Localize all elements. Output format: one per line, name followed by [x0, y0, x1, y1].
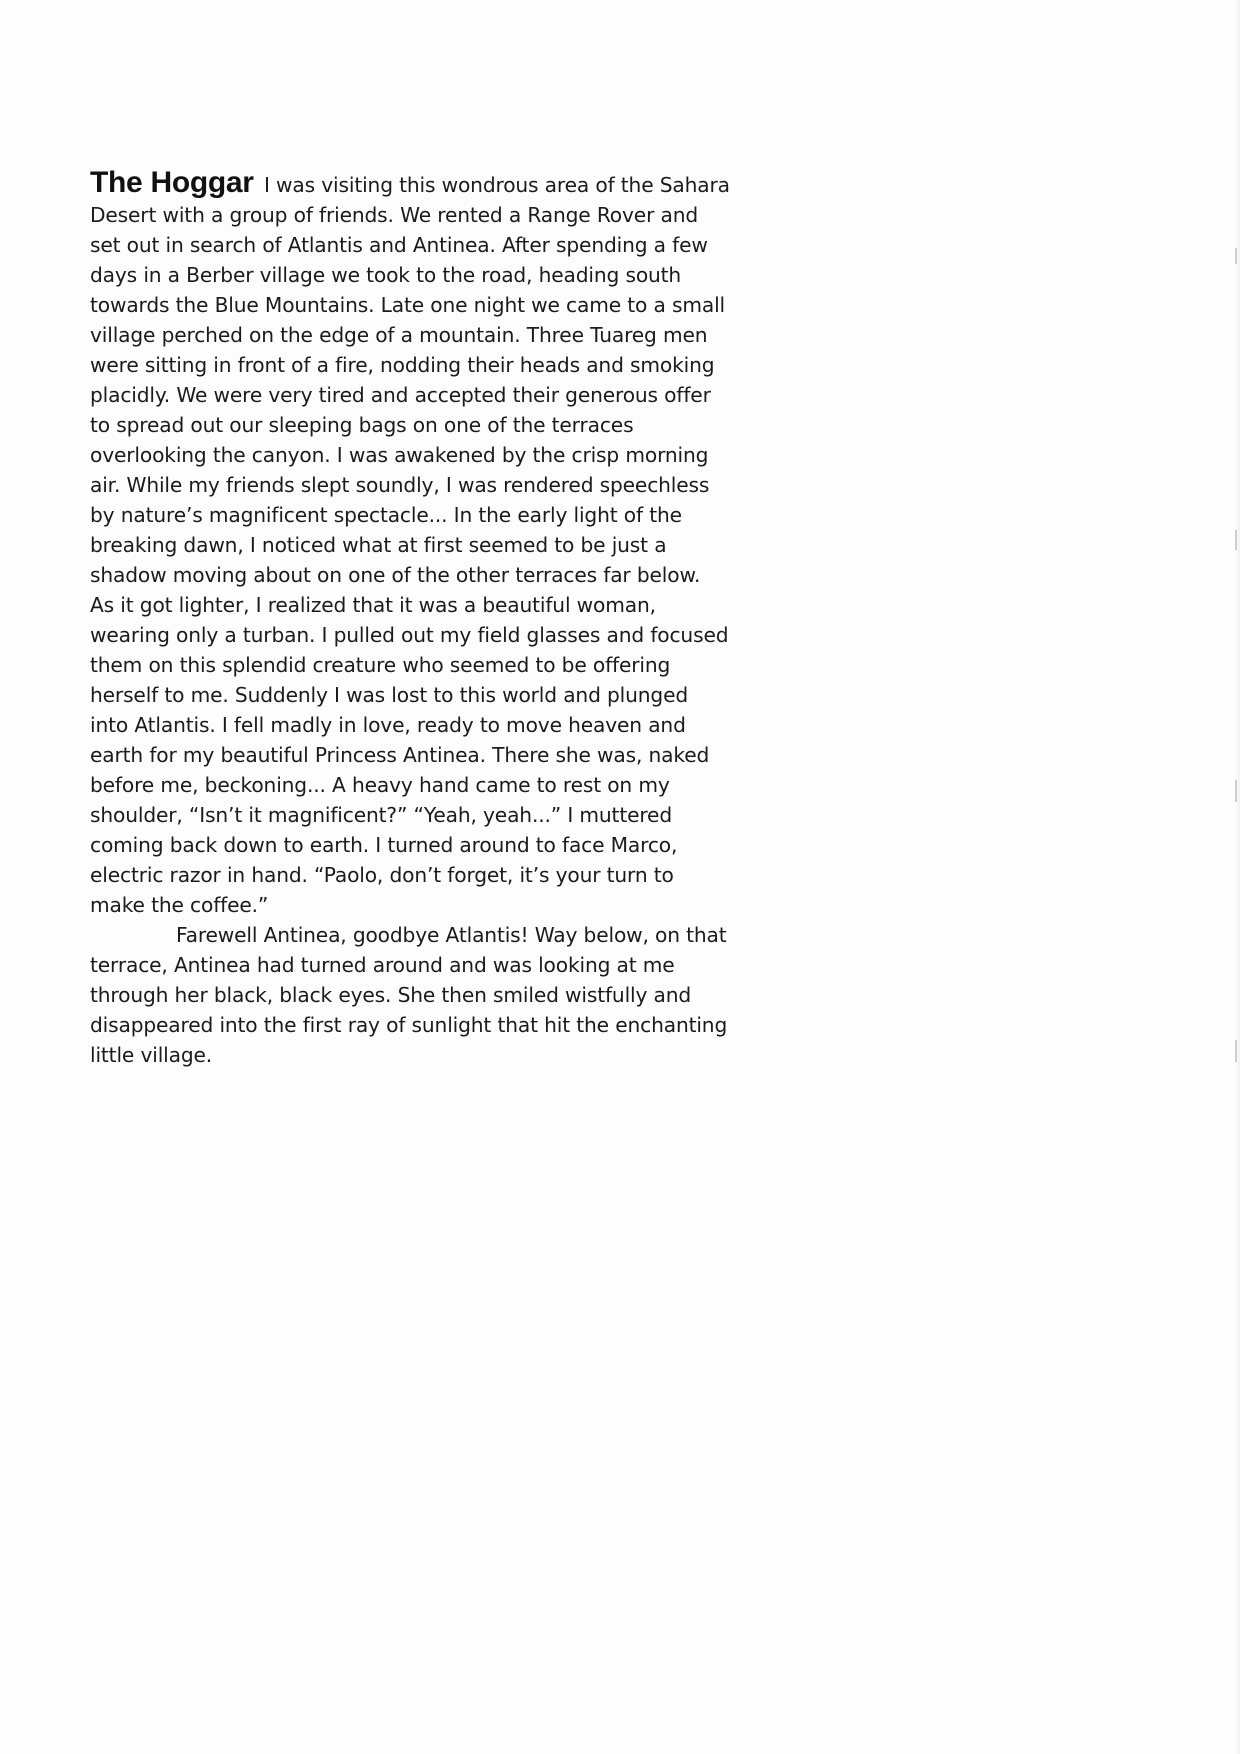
scan-mark: [1235, 248, 1237, 264]
scan-mark: [1235, 780, 1237, 802]
article-heading: The Hoggar: [90, 166, 254, 199]
article-paragraph-1: [90, 168, 730, 920]
article-paragraph-2: Farewell Antinea, goodbye Atlantis! Way below, on that terrace, Antinea had turned around and was looking at me through her black, black eyes. She then smiled wistfully and disappeared into the first ray of sunlight that hit the enchanting little village.: [90, 923, 728, 1067]
scan-mark: [1235, 1040, 1237, 1062]
article: [90, 168, 730, 1070]
scan-mark: [1235, 530, 1237, 550]
article-body-text-1: I was visiting this wondrous area of the Sahara Desert with a group of friends. We rented a Range Rover and set out in search of Atlantis and Antinea. After spending a few days in a Berber village we took to the road, heading south towards the Blue Mountains. Late one night we came to a small village perched on the edge of a mountain. Three Tuareg men were sitting in front of a fire, nodding their heads and smoking placidly. We were very tired and accepted their generous offer to spread out our sleeping bags on one of the terraces overlooking the canyon. I was awakened by the crisp morning air. While my friends slept soundly, I was rendered speechless by nature’s magnificent spectacle... In the early light of the breaking dawn, I noticed what at first seemed to be just a shadow moving about on one of the other terraces far below. As it got lighter, I realized that it was a beautiful woman, wearing only a turban. I pulled out my field glasses and focused them on this splendid creature who seemed to be offering herself to me. Suddenly I was lost to this world and plunged into Atlantis. I fell madly in love, ready to move heaven and earth for my beautiful Princess Antinea. There she was, naked before me, beckoning... A heavy hand came to rest on my shoulder, “Isn’t it magnificent?” “Yeah, yeah...” I muttered coming back down to earth. I turned around to face Marco, electric razor in hand. “Paolo, don’t forget, it’s your turn to make the coffee.”: [90, 173, 730, 917]
